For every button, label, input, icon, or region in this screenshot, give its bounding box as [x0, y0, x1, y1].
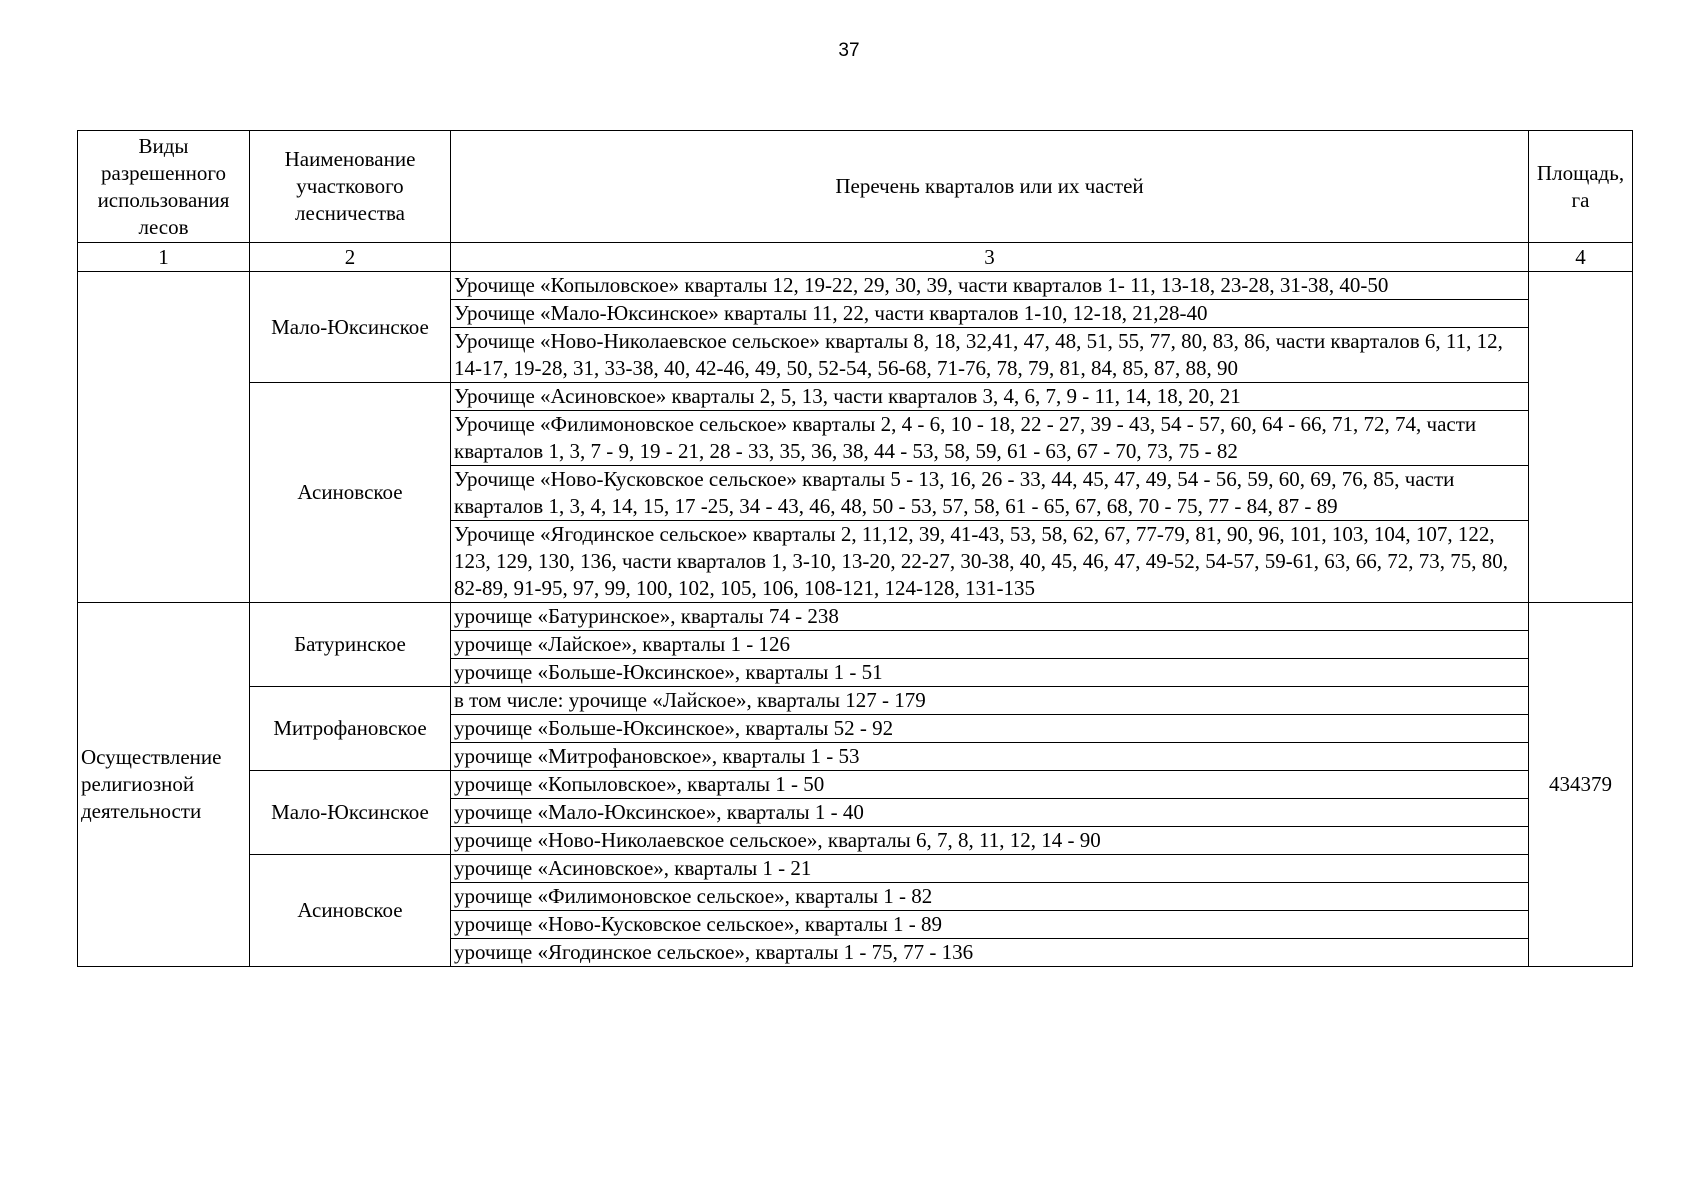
quarter-list-cell: урочище «Больше-Юксинское», кварталы 52 - 92: [451, 715, 1529, 743]
forest-use-table: [77, 130, 1633, 967]
quarter-list-cell: урочище «Филимоновское сельское», кварталы 1 - 82: [451, 883, 1529, 911]
forestry-name-cell: Митрофановское: [250, 687, 451, 771]
use-type-cell: [78, 272, 250, 603]
column-number-row: [78, 243, 1633, 272]
page-number: 37: [838, 40, 860, 61]
quarter-list-cell: Урочище «Мало-Юксинское» кварталы 11, 22, части кварталов 1-10, 12-18, 21,28-40: [451, 300, 1529, 328]
use-type-cell: Осуществление религиозной деятельности: [78, 603, 250, 967]
quarter-list-cell: урочище «Лайское», кварталы 1 - 126: [451, 631, 1529, 659]
quarter-list-cell: Урочище «Ягодинское сельское» кварталы 2, 11,12, 39, 41-43, 53, 58, 62, 67, 77-79, 81, 90, 96, 101, 103, 104, 107, 122, 123, 129, 130, 136, части кварталов 1, 3-10, 13-20, 22-27, 30-38, 40, 45, 46, 47, 49-52, 54-57, 59-61, 63, 66, 72, 73, 75, 80, 82-89, 91-95, 97, 99, 100, 102, 105, 106, 108-121, 124-128, 131-135: [451, 521, 1529, 603]
quarter-list-cell: урочище «Ново-Николаевское сельское», кварталы 6, 7, 8, 11, 12, 14 - 90: [451, 827, 1529, 855]
quarter-list-cell: Урочище «Ново-Кусковское сельское» кварталы 5 - 13, 16, 26 - 33, 44, 45, 47, 49, 54 - 56, 59, 60, 69, 76, 85, части кварталов 1, 3, 4, 14, 15, 17 -25, 34 - 43, 46, 48, 50 - 53, 57, 58, 61 - 65, 67, 68, 70 - 75, 77 - 84, 87 - 89: [451, 466, 1529, 521]
area-cell: [1529, 272, 1633, 603]
quarter-list-cell: Урочище «Асиновское» кварталы 2, 5, 13, части кварталов 3, 4, 6, 7, 9 - 11, 14, 18, 20, 21: [451, 383, 1529, 411]
area-cell: 434379: [1529, 603, 1633, 967]
column-number: 3: [451, 243, 1529, 272]
header-row: [78, 131, 1633, 243]
quarter-list-cell: урочище «Больше-Юксинское», кварталы 1 - 51: [451, 659, 1529, 687]
forestry-name-cell: Асиновское: [250, 855, 451, 967]
header-quarter-list: Перечень кварталов или их частей: [451, 131, 1529, 243]
quarter-list-cell: урочище «Ягодинское сельское», кварталы 1 - 75, 77 - 136: [451, 939, 1529, 967]
table-row: [78, 687, 1633, 715]
column-number: 1: [78, 243, 250, 272]
table-row: [78, 383, 1633, 411]
forestry-name-cell: Мало-Юксинское: [250, 272, 451, 383]
header-area: Площадь, га: [1529, 131, 1633, 243]
column-number: 4: [1529, 243, 1633, 272]
header-forestry-name: Наименование участкового лесничества: [250, 131, 451, 243]
forestry-name-cell: Батуринское: [250, 603, 451, 687]
quarter-list-cell: урочище «Ново-Кусковское сельское», кварталы 1 - 89: [451, 911, 1529, 939]
header-use-type: Виды разрешенного использования лесов: [78, 131, 250, 243]
table-row: [78, 771, 1633, 799]
forestry-name-cell: Асиновское: [250, 383, 451, 603]
table-row: [78, 603, 1633, 631]
quarter-list-cell: в том числе: урочище «Лайское», кварталы 127 - 179: [451, 687, 1529, 715]
quarter-list-cell: урочище «Митрофановское», кварталы 1 - 53: [451, 743, 1529, 771]
quarter-list-cell: урочище «Асиновское», кварталы 1 - 21: [451, 855, 1529, 883]
quarter-list-cell: Урочище «Филимоновское сельское» кварталы 2, 4 - 6, 10 - 18, 22 - 27, 39 - 43, 54 - 57, 60, 64 - 66, 71, 72, 74, части кварталов 1, 3, 7 - 9, 19 - 21, 28 - 33, 35, 36, 38, 44 - 53, 58, 59, 61 - 63, 67 - 70, 73, 75 - 82: [451, 411, 1529, 466]
forestry-name-cell: Мало-Юксинское: [250, 771, 451, 855]
quarter-list-cell: урочище «Копыловское», кварталы 1 - 50: [451, 771, 1529, 799]
table-row: [78, 855, 1633, 883]
table-row: [78, 272, 1633, 300]
quarter-list-cell: урочище «Батуринское», кварталы 74 - 238: [451, 603, 1529, 631]
quarter-list-cell: урочище «Мало-Юксинское», кварталы 1 - 40: [451, 799, 1529, 827]
quarter-list-cell: Урочище «Ново-Николаевское сельское» кварталы 8, 18, 32,41, 47, 48, 51, 55, 77, 80, 83, 86, части кварталов 6, 11, 12, 14-17, 19-28, 31, 33-38, 40, 42-46, 49, 50, 52-54, 56-68, 71-76, 78, 79, 81, 84, 85, 87, 88, 90: [451, 328, 1529, 383]
column-number: 2: [250, 243, 451, 272]
quarter-list-cell: Урочище «Копыловское» кварталы 12, 19-22, 29, 30, 39, части кварталов 1- 11, 13-18, 23-28, 31-38, 40-50: [451, 272, 1529, 300]
